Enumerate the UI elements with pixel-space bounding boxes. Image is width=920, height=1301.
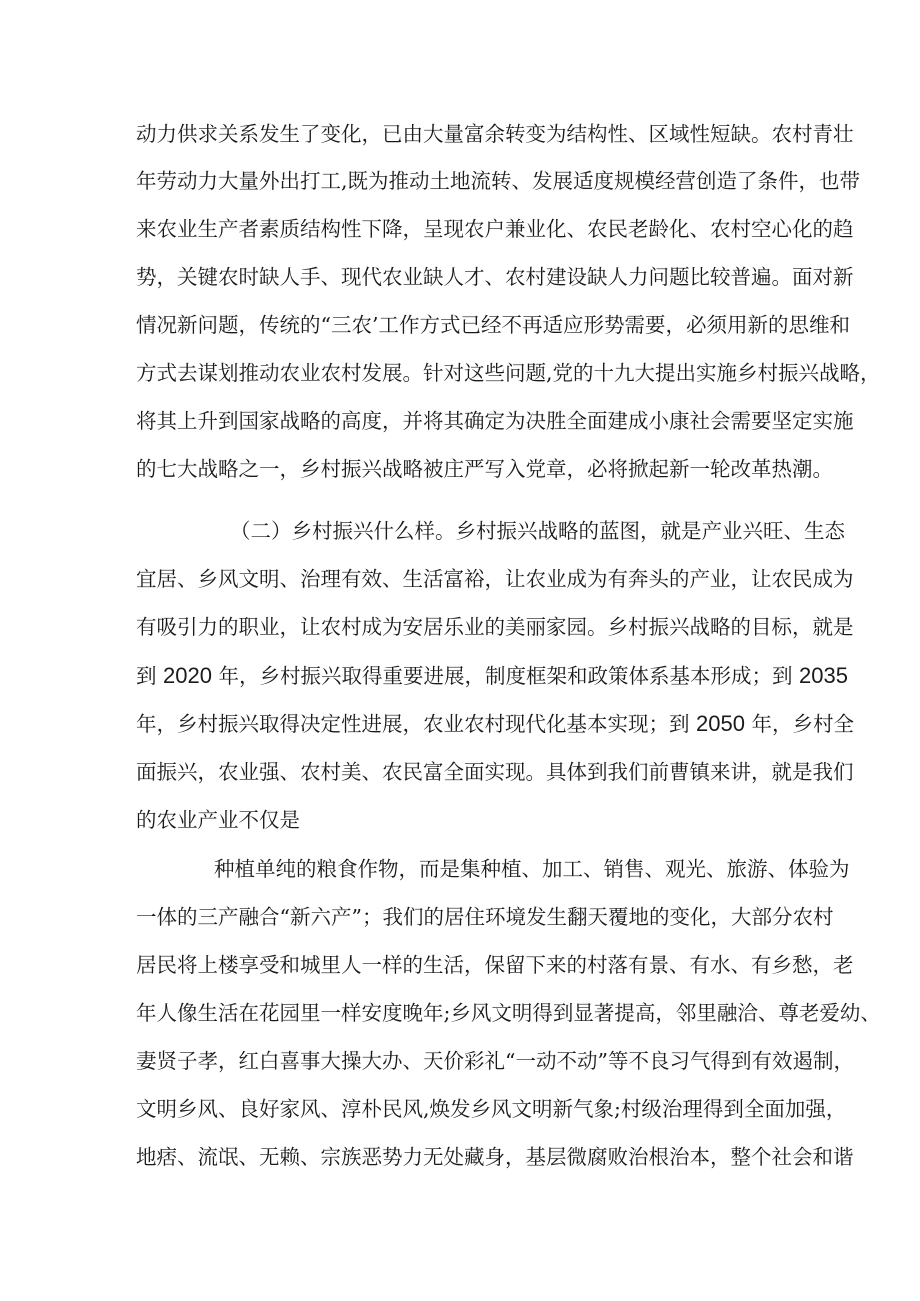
paragraph-3-line-5: 妻贤子孝，红白喜事大操大办、天价彩礼“一动不动”等不良习气得到有效遏制， <box>136 1049 854 1073</box>
paragraph-3-line-1: 种植单纯的粮食作物，而是集种植、加工、销售、观光、旅游、体验为 <box>214 857 850 881</box>
paragraph-2-line-3: 有吸引力的职业，让农村成为安居乐业的美丽家园。乡村振兴战略的目标，就是 <box>136 615 854 639</box>
paragraph-1-line-5: 情况新问题，传统的“三农’工作方式已经不再适应形势需要，必须用新的思维和 <box>136 313 850 337</box>
paragraph-1-line-3: 来农业生产者素质结构性下降，呈现农户兼业化、农民老龄化、农村空心化的趋 <box>136 217 854 241</box>
paragraph-1-line-6: 方式去谋划推动农业农村发展。针对这些问题,党的十九大提出实施乡村振兴战略， <box>136 361 881 385</box>
paragraph-3-line-2: 一体的三产融合“新六产”；我们的居住环境发生翻天覆地的变化，大部分农村 <box>136 905 834 929</box>
paragraph-3-line-3: 居民将上楼享受和城里人一样的生活，保留下来的村落有景、有水、有乡愁，老 <box>136 953 854 977</box>
paragraph-3-line-4: 年人像生活在花园里一样安度晚年;乡风文明得到显著提高，邻里融洽、尊老爱幼、 <box>136 1001 881 1025</box>
paragraph-1-line-7: 将其上升到国家战略的高度，并将其确定为决胜全面建成小康社会需要坚定实施 <box>136 409 854 433</box>
paragraph-2-line-7: 的农业产业不仅是 <box>136 808 300 832</box>
paragraph-1-line-1: 动力供求关系发生了变化，已由大量富余转变为结构性、区域性短缺。农村青壮 <box>136 122 854 146</box>
paragraph-2-line-4: 到 2020 年，乡村振兴取得重要进展，制度框架和政策体系基本形成；到 2035 <box>136 663 848 688</box>
paragraph-2-line-1: （二）乡村振兴什么样。乡村振兴战略的蓝图，就是产业兴旺、生态 <box>230 519 845 543</box>
paragraph-1-line-2: 年劳动力大量外出打工,既为推动土地流转、发展适度规模经营创造了条件，也带 <box>136 169 861 193</box>
paragraph-1-line-4: 势，关键农时缺人手、现代农业缺人才、农村建设缺人力问题比较普遍。面对新 <box>136 265 854 289</box>
paragraph-2-line-2: 宜居、乡风文明、治理有效、生活富裕，让农业成为有奔头的产业，让农民成为 <box>136 567 854 591</box>
paragraph-3-line-7: 地痞、流氓、无赖、宗族恶势力无处藏身，基层微腐败治根治本，整个社会和谐 <box>136 1145 854 1169</box>
paragraph-2-line-5: 年，乡村振兴取得决定性进展，农业农村现代化基本实现；到 2050 年，乡村全 <box>136 711 854 736</box>
paragraph-1-line-8: 的七大战略之一，乡村振兴战略被庄严写入党章，必将掀起新一轮改革热潮。 <box>136 457 833 481</box>
paragraph-3-line-6: 文明乡风、良好家风、淳朴民风,焕发乡风文明新气象;村级治理得到全面加强， <box>136 1097 847 1121</box>
paragraph-2-line-6: 面振兴，农业强、农村美、农民富全面实现。具体到我们前曹镇来讲，就是我们 <box>136 760 854 784</box>
